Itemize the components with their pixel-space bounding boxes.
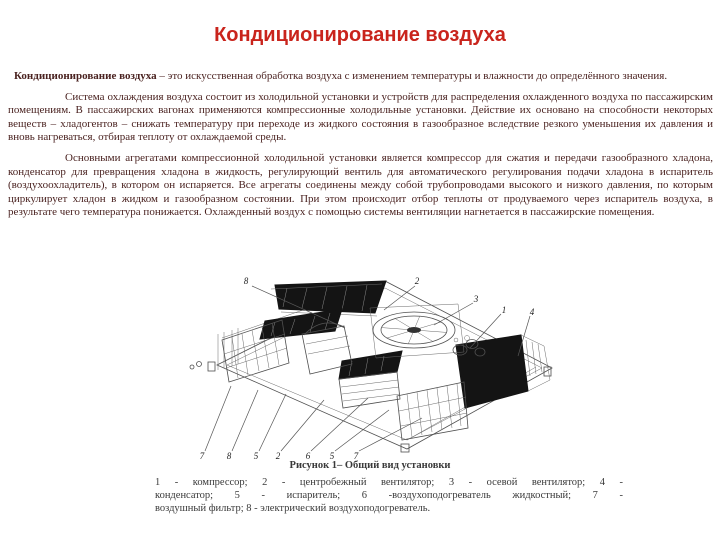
- legend-line-3: воздушный фильтр; 8 - электрический воздухоподогреватель.: [155, 503, 431, 514]
- callout-2-top: 2: [414, 276, 420, 286]
- callout-3-top: 3: [473, 294, 479, 304]
- front-grille: [339, 351, 402, 408]
- callout-4-top: 4: [529, 307, 535, 317]
- figure-legend: [155, 476, 623, 515]
- callout-7-bottom: 7: [199, 451, 205, 461]
- figure-caption: Рисунок 1– Общий вид установки: [289, 460, 451, 471]
- callout-8-top: 8: [243, 276, 249, 286]
- definition-rest: – это искусственная обработка воздуха с изменением температуры и влажности до определённого значения.: [156, 70, 668, 82]
- legend-line-1: 1 - компрессор; 2 - центробежный вентилятор; 3 - осевой вентилятор; 4 -: [155, 477, 623, 488]
- callout-7b-bottom: 7: [353, 451, 359, 461]
- paragraph-cooling-system: Система охлаждения воздуха состоит из холодильной установки и устройств для распределения охлажденного воздуха по пассажирским помещениям. В пассажирских вагонах применяются компрессионные холодильные установки. Действие их основано на способности некоторых веществ – хладогентов – снижать температуру при переходе из жидкого состояния в газообразное вследствие резкого уменьшения их давления и вновь нагреваться, отбирая теплоту от охлаждаемой среды.: [8, 90, 713, 144]
- page-title: Кондиционирование воздуха: [214, 24, 506, 46]
- callout-5b-bottom: 5: [329, 451, 335, 461]
- callout-5-bottom: 5: [253, 451, 259, 461]
- callout-2-bottom: 2: [275, 451, 281, 461]
- callout-1-top: 1: [501, 305, 507, 315]
- condenser-grille: [456, 335, 550, 408]
- callout-8-bottom: 8: [226, 451, 232, 461]
- front-slat-wall: [397, 382, 468, 440]
- legend-line-2: конденсатор; 5 - испаритель; 6 -воздухоподогреватель жидкостный; 7 -: [155, 490, 623, 501]
- installation-isometric-drawing: [172, 268, 572, 463]
- paragraph-units: Основными агрегатами компрессионной холодильной установки является компрессор для сжатия и передачи газообразного хладона, конденсатор для превращения хладона в жидкость, регулирующий вентиль для автоматического регулирования подачи хладона в испаритель (воздухоохладитель), в котором он испаряется. Все агрегаты соединены между собой трубопроводами высокого и низкого давления, по которым циркулирует хладон в жидком и газообразном состоянии. При этом происходит отбор теплоты от продуваемого через испаритель воздуха, в результате чего температура понижается. Охлажденный воздух с помощью системы вентиляции нагнетается в пассажирские помещения.: [8, 151, 713, 219]
- axial-fan: [370, 304, 464, 358]
- definition-term: Кондиционирование воздуха: [14, 70, 157, 82]
- body-text: [8, 70, 713, 227]
- callout-6-bottom: 6: [305, 451, 311, 461]
- figure-installation-drawing: [172, 268, 572, 463]
- paragraph-definition: [8, 70, 713, 84]
